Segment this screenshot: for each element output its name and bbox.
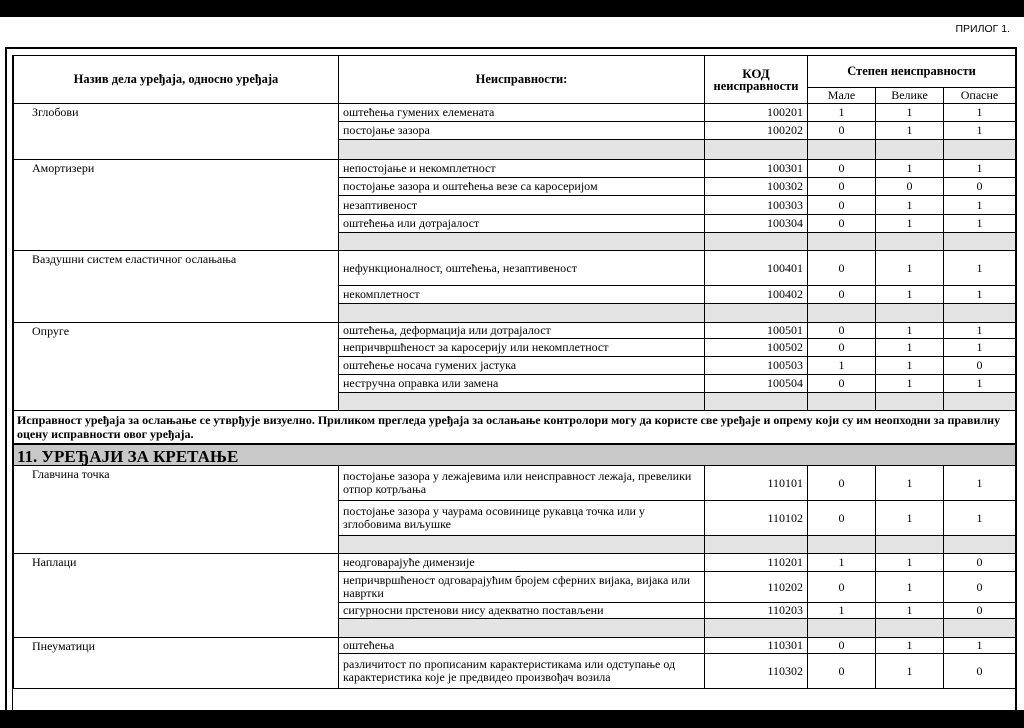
spacer-cell: [944, 140, 1016, 160]
running-gear-body: [14, 466, 1016, 689]
degree-dangerous: 1: [944, 466, 1016, 501]
spacer-cell: [944, 304, 1016, 323]
degree-minor: 0: [808, 160, 876, 178]
degree-minor: 0: [808, 196, 876, 215]
degree-minor: 0: [808, 654, 876, 689]
spacer-cell: [944, 619, 1016, 638]
spacer-cell: [705, 393, 808, 411]
degree-major: 1: [876, 286, 944, 304]
degree-dangerous: 1: [944, 638, 1016, 654]
header-part-name: Назив дела уређаја, односно уређаја: [14, 56, 339, 104]
defect-code: 100304: [705, 215, 808, 233]
defect-code: 110101: [705, 466, 808, 501]
spacer-cell: [705, 536, 808, 554]
defect-description: непостојање и некомплетност: [339, 160, 705, 178]
header-code-line2: неисправности: [713, 78, 799, 93]
suspension-body: [14, 104, 1016, 411]
part-name: Наплаци: [14, 554, 339, 638]
spacer-cell: [339, 140, 705, 160]
part-name: Главчина точка: [14, 466, 339, 554]
spacer-cell: [339, 233, 705, 251]
defect-description: постојање зазора: [339, 122, 705, 140]
defects-table-container: [12, 55, 1016, 710]
header-degree: Степен неисправности: [808, 56, 1016, 88]
defect-description: непричвршћеност одговарајућим бројем сферних вијака, вијака или навртки: [339, 572, 705, 603]
part-name: Амортизери: [14, 160, 339, 251]
note-body: [14, 411, 1016, 466]
degree-dangerous: 1: [944, 215, 1016, 233]
spacer-cell: [876, 140, 944, 160]
spacer-cell: [808, 393, 876, 411]
degree-minor: 0: [808, 251, 876, 286]
bottom-black-bar: [0, 710, 1024, 728]
defect-code: 110102: [705, 501, 808, 536]
defect-code: 100303: [705, 196, 808, 215]
part-name: Зглобови: [14, 104, 339, 160]
spacer-cell: [339, 536, 705, 554]
defect-description: нестручна оправка или замена: [339, 375, 705, 393]
spacer-cell: [339, 393, 705, 411]
degree-dangerous: 0: [944, 554, 1016, 572]
degree-dangerous: 0: [944, 603, 1016, 619]
degree-minor: 0: [808, 323, 876, 339]
degree-major: 1: [876, 638, 944, 654]
defect-code: 100402: [705, 286, 808, 304]
defect-description: оштећење носача гумених јастука: [339, 357, 705, 375]
degree-dangerous: 1: [944, 251, 1016, 286]
header-dangerous: Опасне: [944, 88, 1016, 104]
spacer-cell: [705, 619, 808, 638]
degree-minor: 0: [808, 178, 876, 196]
degree-major: 1: [876, 654, 944, 689]
defect-description: оштећења: [339, 638, 705, 654]
part-name: Опруге: [14, 323, 339, 411]
degree-dangerous: 0: [944, 572, 1016, 603]
degree-major: 1: [876, 323, 944, 339]
degree-major: 1: [876, 375, 944, 393]
degree-minor: 1: [808, 554, 876, 572]
defect-code: 110203: [705, 603, 808, 619]
defect-description: постојање зазора у чаурама осовинице рукавца точка или у зглобовима виљушке: [339, 501, 705, 536]
degree-dangerous: 1: [944, 375, 1016, 393]
defect-description: оштећења, деформација или дотрајалост: [339, 323, 705, 339]
defect-code: 100302: [705, 178, 808, 196]
defect-description: нефункционалност, оштећења, незаптивеност: [339, 251, 705, 286]
table-row: [14, 251, 1016, 286]
degree-dangerous: 1: [944, 160, 1016, 178]
defect-code: 100504: [705, 375, 808, 393]
degree-dangerous: 0: [944, 654, 1016, 689]
defect-code: 100502: [705, 339, 808, 357]
spacer-cell: [339, 619, 705, 638]
defect-code: 100202: [705, 122, 808, 140]
defect-description: постојање зазора у лежајевима или неисправност лежаја, превелики отпор котрљања: [339, 466, 705, 501]
degree-minor: 0: [808, 286, 876, 304]
spacer-cell: [876, 393, 944, 411]
spacer-cell: [339, 304, 705, 323]
degree-major: 1: [876, 572, 944, 603]
degree-major: 1: [876, 160, 944, 178]
degree-dangerous: 1: [944, 286, 1016, 304]
degree-major: 1: [876, 196, 944, 215]
spacer-cell: [808, 536, 876, 554]
section-title: 11. УРЕЂАЈИ ЗА КРЕТАЊЕ: [14, 444, 1016, 466]
header-code: [705, 56, 808, 104]
degree-major: 1: [876, 215, 944, 233]
degree-minor: 1: [808, 357, 876, 375]
defect-code: 100503: [705, 357, 808, 375]
spacer-cell: [808, 140, 876, 160]
defect-code: 100301: [705, 160, 808, 178]
spacer-cell: [876, 619, 944, 638]
spacer-cell: [944, 536, 1016, 554]
degree-major: 1: [876, 603, 944, 619]
defect-code: 110301: [705, 638, 808, 654]
degree-minor: 0: [808, 122, 876, 140]
table-row: [14, 104, 1016, 122]
defect-code: 100501: [705, 323, 808, 339]
table-row: [14, 554, 1016, 572]
degree-major: 1: [876, 501, 944, 536]
degree-dangerous: 1: [944, 339, 1016, 357]
spacer-cell: [876, 304, 944, 323]
defects-table: [13, 55, 1016, 689]
degree-minor: 0: [808, 215, 876, 233]
degree-major: 1: [876, 104, 944, 122]
table-row: [14, 160, 1016, 178]
header-major: Велике: [876, 88, 944, 104]
defect-description: непричвршћеност за каросерију или некомплетност: [339, 339, 705, 357]
part-name: Пнеуматици: [14, 638, 339, 689]
defect-description: незаптивеност: [339, 196, 705, 215]
header-code-line1: КОД: [742, 65, 770, 81]
degree-dangerous: 0: [944, 178, 1016, 196]
defect-description: оштећења или дотрајалост: [339, 215, 705, 233]
spacer-cell: [944, 393, 1016, 411]
defect-code: 110202: [705, 572, 808, 603]
degree-dangerous: 0: [944, 357, 1016, 375]
degree-minor: 1: [808, 104, 876, 122]
defect-code: 100201: [705, 104, 808, 122]
defect-description: сигурносни прстенови нису адекватно постављени: [339, 603, 705, 619]
defect-description: оштећења гумених елемената: [339, 104, 705, 122]
degree-minor: 0: [808, 466, 876, 501]
appendix-label: ПРИЛОГ 1.: [955, 23, 1010, 35]
degree-minor: 1: [808, 603, 876, 619]
degree-minor: 0: [808, 375, 876, 393]
table-row: [14, 638, 1016, 654]
degree-major: 0: [876, 178, 944, 196]
table-row: [14, 323, 1016, 339]
spacer-cell: [808, 233, 876, 251]
degree-major: 1: [876, 339, 944, 357]
degree-major: 1: [876, 466, 944, 501]
part-name: Ваздушни систем еластичног ослањања: [14, 251, 339, 323]
defect-description: некомплетност: [339, 286, 705, 304]
defect-code: 110201: [705, 554, 808, 572]
defect-description: различитост по прописаним карактеристикама или одступање од карактеристика које је предвидео произвођач возила: [339, 654, 705, 689]
degree-dangerous: 1: [944, 323, 1016, 339]
degree-minor: 0: [808, 501, 876, 536]
spacer-cell: [876, 536, 944, 554]
degree-major: 1: [876, 357, 944, 375]
degree-dangerous: 1: [944, 104, 1016, 122]
degree-minor: 0: [808, 638, 876, 654]
header-minor: Мале: [808, 88, 876, 104]
spacer-cell: [705, 304, 808, 323]
defect-code: 100401: [705, 251, 808, 286]
table-row: [14, 466, 1016, 501]
spacer-cell: [808, 619, 876, 638]
degree-dangerous: 1: [944, 501, 1016, 536]
spacer-cell: [808, 304, 876, 323]
defect-description: постојање зазора и оштећења везе са каросеријом: [339, 178, 705, 196]
defect-description: неодговарајуће димензије: [339, 554, 705, 572]
degree-major: 1: [876, 251, 944, 286]
inspection-note: Исправност уређаја за ослањање се утврђује визуелно. Приликом прегледа уређаја за ослањање контролори могу да користе све уређаје и опрему који су им неопходни за правилну оцену исправности овог уређаја.: [14, 411, 1016, 445]
degree-major: 1: [876, 122, 944, 140]
spacer-cell: [944, 233, 1016, 251]
degree-dangerous: 1: [944, 122, 1016, 140]
defect-code: 110302: [705, 654, 808, 689]
spacer-cell: [705, 233, 808, 251]
degree-dangerous: 1: [944, 196, 1016, 215]
top-black-bar: [0, 0, 1024, 17]
spacer-cell: [705, 140, 808, 160]
spacer-cell: [876, 233, 944, 251]
degree-minor: 0: [808, 339, 876, 357]
degree-minor: 0: [808, 572, 876, 603]
degree-major: 1: [876, 554, 944, 572]
header-defects: Неисправности:: [339, 56, 705, 104]
